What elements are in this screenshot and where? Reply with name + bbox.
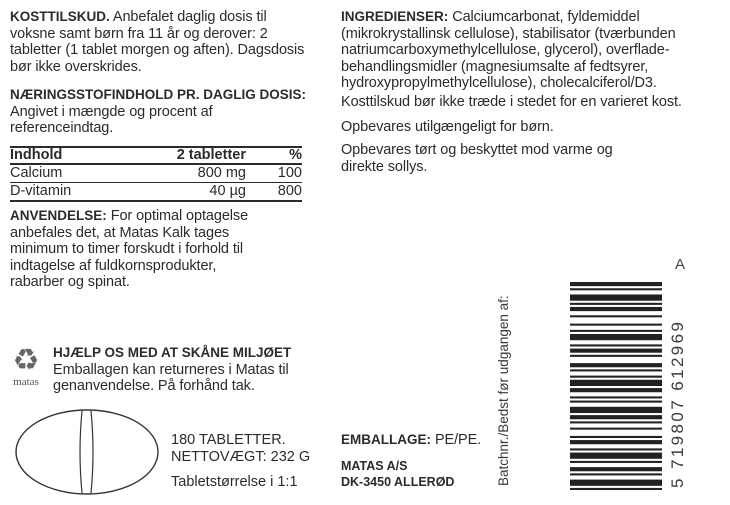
barcode-bar [570,307,662,311]
barcode-bar [570,344,662,346]
barcode-bar [570,303,662,305]
ingredients-section [341,9,717,92]
barcode-bar [570,294,662,300]
note-diet: Kosttilskud bør ikke træde i stedet for en varieret kost. [341,94,682,110]
nutrition-table [10,146,302,202]
barcode-bar [570,349,662,353]
tablet-illustration [14,408,160,496]
supplement-section [10,9,306,75]
nutrition-table-header [10,146,302,165]
nutrition-heading: NÆRINGSSTOFINDHOLD PR. DAGLIG DOSIS: [10,87,307,102]
supplement-text: Anbefalet daglig dosis til voksne samt børn fra 11 år og derover: 2 tabletter (1 tablet morgen og aften). Dagsdosis bør ikke overskrides. [10,9,305,75]
barcode-bar [570,288,662,290]
barcode-bar [570,448,662,450]
barcode-bar [570,334,662,340]
usage-text: For optimal optagelse anbefales det, at Matas Kalk tages minimum to timer forskudt i forhold til indtagelse af fuldkornsprodukter, rabarber og spinat. [10,208,249,290]
barcode-bar [570,315,662,317]
barcode-bar [570,282,662,286]
row-percent: 800 [277,183,302,199]
company-address: DK-3450 ALLERØD [341,475,455,489]
barcode-bar [570,363,662,367]
row-name: D-vitamin [10,183,72,199]
barcode-bar [570,369,662,371]
row-percent: 100 [277,165,302,181]
barcode-bar [570,330,662,332]
barcode-number: 5 719807 612969 [668,319,687,488]
environment-section [53,345,313,395]
barcode-bar [570,376,662,378]
barcode-bar [570,396,662,398]
barcode-bar [570,407,662,413]
barcode-bar [570,401,662,403]
usage-heading: ANVENDELSE: [10,208,107,223]
net-weight: NETTOVÆGT: 232 G [171,449,311,465]
company-name: MATAS A/S [341,459,408,473]
environment-text: Emballagen kan returneres i Matas til genanvendelse. På forhånd tak. [53,361,289,394]
barcode-bar [570,355,662,357]
recycle-logo [9,346,43,388]
ingredients-heading: INGREDIENSER: [341,9,449,24]
barcode-bar [570,421,662,423]
row-amount: 40 µg [209,183,246,199]
nutrition-section [10,87,310,137]
barcode-bar [570,415,662,419]
barcode-bar [570,324,662,326]
environment-heading: HJÆLP OS MED AT SKÅNE MILJØET [53,345,292,360]
barcode-bar [570,428,662,430]
matas-logo-text: matas [13,376,39,388]
recycle-icon: ♻ [12,344,40,377]
barcode [570,282,662,490]
barcode-bar [570,436,662,438]
column-header-percent: % [289,147,302,163]
packaging-text: PE/PE. [434,432,482,448]
note-storage: Opbevares tørt og beskyttet mod varme og direkte sollys. [341,142,613,175]
packaging-heading: EMBALLAGE: [341,432,431,447]
barcode-bar [570,453,662,459]
row-amount: 800 mg [197,165,246,181]
row-name: Calcium [10,165,63,181]
ingredients-text: Calciumcarbonat, fyldemiddel (mikrokrystallinsk cellulose), stabilisator (tværbunden natriumcarboxymethylcellulose, glycerol), overflade-behandlingsmidler (magnesiumsalte af fedtsyrer, hydroxypropylmethylcellulose), cholecalciferol/D3. [341,9,676,91]
barcode-letter: A [675,256,686,273]
batch-label: Batchnr./Bedst før udgangen af: [496,295,511,486]
column-header-amount: 2 tabletter [176,147,246,163]
barcode-bar [570,380,662,386]
note-children: Opbevares utilgængeligt for børn. [341,119,554,135]
barcode-bar [570,467,662,471]
barcode-bar [570,461,662,463]
table-row [10,165,302,183]
barcode-bar [570,388,662,392]
table-row [10,183,302,202]
tablet-count: 180 TABLETTER. [171,432,286,448]
column-header-content: Indhold [10,147,63,163]
supplement-heading: KOSTTILSKUD. [10,9,110,24]
barcode-bar [570,488,662,490]
tablet-size-note: Tabletstørrelse i 1:1 [171,474,298,490]
barcode-bar [570,440,662,444]
nutrition-text: Angivet i mængde og procent af referenceindtag. [10,103,213,136]
barcode-bar [570,473,662,475]
packaging-section [341,432,511,449]
barcode-bar [570,480,662,486]
usage-section [10,208,272,291]
